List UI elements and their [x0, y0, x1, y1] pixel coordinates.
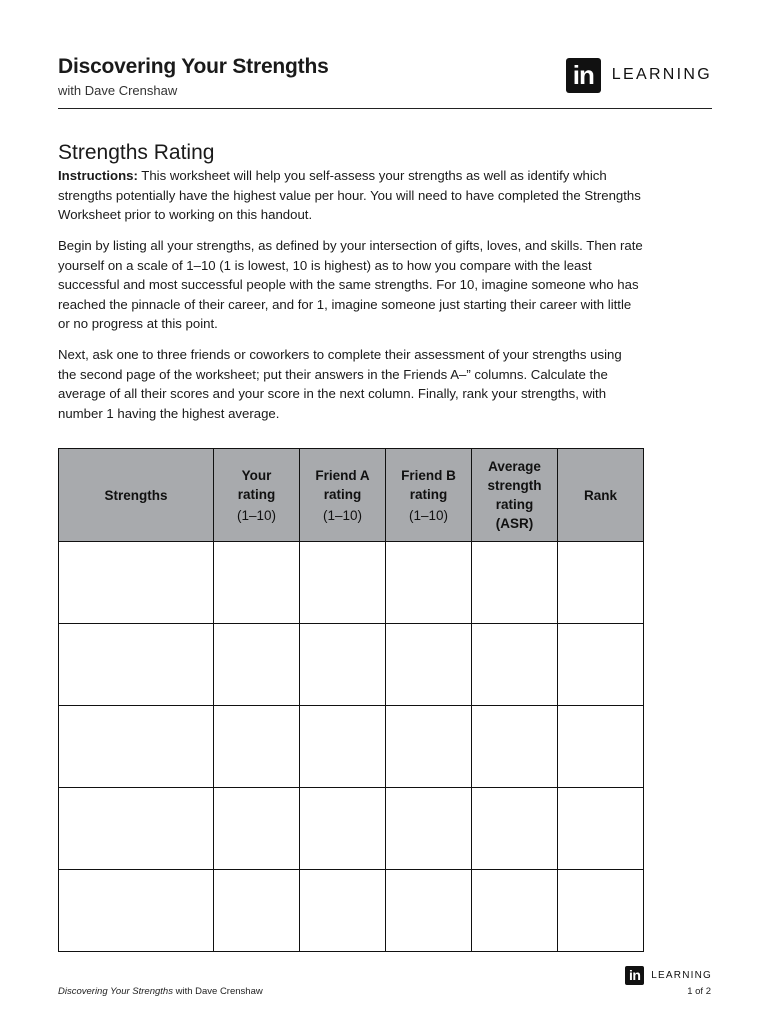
cell-your-rating[interactable]: [214, 624, 300, 706]
table-row: [59, 870, 644, 952]
cell-friend-a-rating[interactable]: [300, 788, 386, 870]
footer-linkedin-learning-logo: [625, 966, 712, 985]
header-strengths-label: Strengths: [104, 487, 168, 503]
table-header-row: [59, 449, 644, 542]
listing-paragraph: Begin by listing all your strengths, as defined by your intersection of gifts, loves, and skills. Then rate yourself on a scale of 1–10 (1 is lowest, 10 is highest) as to how you compare with the least successful and most successful people with the same strengths. For 10, imagine someone who has reached the pinnacle of their career, and for 1, imagine someone just starting their career with little or no progress at this point.: [58, 238, 643, 331]
table-row: [59, 706, 644, 788]
table-row: [59, 624, 644, 706]
cell-strength[interactable]: [59, 870, 214, 952]
header-friend-a-scale: (1–10): [322, 507, 363, 523]
header-friend-a-line2: rating: [323, 486, 362, 502]
header-your-rating-line1: Your: [241, 467, 272, 483]
document-subtitle: with Dave Crenshaw: [58, 83, 178, 98]
cell-rank[interactable]: [558, 788, 644, 870]
cell-asr[interactable]: [472, 706, 558, 788]
header-your-rating-scale: (1–10): [236, 507, 277, 523]
footer-course-credit: [58, 986, 263, 997]
header-friend-a: [300, 449, 386, 542]
header-friend-b-line1: Friend B: [401, 467, 456, 483]
header-friend-b: [386, 449, 472, 542]
cell-rank[interactable]: [558, 624, 644, 706]
header-asr-line4: (ASR): [495, 516, 534, 531]
cell-asr[interactable]: [472, 788, 558, 870]
cell-friend-a-rating[interactable]: [300, 870, 386, 952]
header-asr-line2: strength: [487, 478, 542, 493]
footer-course-title: Discovering Your Strengths: [58, 986, 173, 997]
table-row: [59, 542, 644, 624]
header-asr-line3: rating: [495, 497, 534, 512]
header-asr-line1: Average: [488, 459, 541, 474]
table-row: [59, 788, 644, 870]
header-rank: [558, 449, 644, 542]
cell-asr[interactable]: [472, 624, 558, 706]
linkedin-icon: in: [566, 58, 601, 93]
cell-strength[interactable]: [59, 706, 214, 788]
cell-your-rating[interactable]: [214, 542, 300, 624]
linkedin-learning-logo: [566, 57, 712, 93]
header-friend-a-line1: Friend A: [315, 467, 370, 483]
cell-friend-a-rating[interactable]: [300, 542, 386, 624]
cell-your-rating[interactable]: [214, 870, 300, 952]
header-strengths: [59, 449, 214, 542]
instructions-paragraph: [58, 166, 643, 225]
cell-friend-b-rating[interactable]: [386, 706, 472, 788]
cell-rank[interactable]: [558, 542, 644, 624]
cell-strength[interactable]: [59, 624, 214, 706]
cell-rank[interactable]: [558, 706, 644, 788]
cell-your-rating[interactable]: [214, 706, 300, 788]
document-header: [58, 52, 712, 109]
header-friend-b-line2: rating: [409, 486, 448, 502]
friends-paragraph: Next, ask one to three friends or coworkers to complete their assessment of your strengths using the second page of the worksheet; put their answers in the Friends A–” columns. Calculate the average of all their scores and your score in the next column. Finally, rank your strengths, with number 1 having the highest average.: [58, 347, 622, 421]
strengths-rating-table: [58, 448, 644, 952]
footer-byline: with Dave Crenshaw: [172, 986, 263, 997]
cell-asr[interactable]: [472, 870, 558, 952]
header-rank-label: Rank: [583, 487, 617, 503]
cell-strength[interactable]: [59, 788, 214, 870]
header-your-rating-line2: rating: [237, 486, 276, 502]
section-title: Strengths Rating: [58, 141, 215, 165]
cell-friend-a-rating[interactable]: [300, 624, 386, 706]
instructions-text: This worksheet will help you self-assess your strengths as well as identify which strengths potentially have the highest value per hour. You will need to have completed the Strengths Worksheet prior to working on this handout.: [58, 168, 641, 222]
document-title: Discovering Your Strengths: [58, 55, 329, 78]
cell-your-rating[interactable]: [214, 788, 300, 870]
instructions-label: Instructions:: [58, 168, 138, 183]
cell-friend-b-rating[interactable]: [386, 788, 472, 870]
cell-strength[interactable]: [59, 542, 214, 624]
cell-friend-b-rating[interactable]: [386, 870, 472, 952]
header-friend-b-scale: (1–10): [408, 507, 449, 523]
linkedin-icon: in: [625, 966, 644, 985]
cell-friend-b-rating[interactable]: [386, 542, 472, 624]
cell-asr[interactable]: [472, 542, 558, 624]
header-your-rating: [214, 449, 300, 542]
cell-friend-a-rating[interactable]: [300, 706, 386, 788]
page-number: 1 of 2: [687, 986, 711, 997]
cell-rank[interactable]: [558, 870, 644, 952]
cell-friend-b-rating[interactable]: [386, 624, 472, 706]
logo-wordmark: LEARNING: [611, 66, 712, 83]
header-average-strength-rating: [472, 449, 558, 542]
footer-logo-wordmark: LEARNING: [651, 970, 712, 981]
